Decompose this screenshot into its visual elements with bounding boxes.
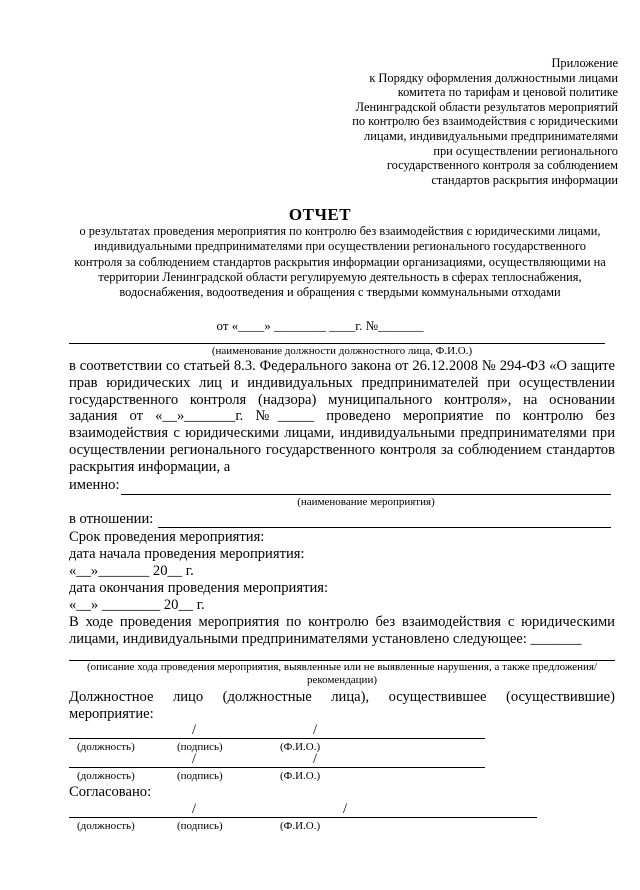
official-name-line [69,343,605,344]
regarding-label: в отношении: [69,511,154,527]
report-subtitle: о результатах проведения мероприятия по контролю без взаимодействия с юридическими лицами, индивидуальными предпринимателями при осуществлении регионального государственного контроля за соблюдением стандартов раскрытия информации организациями, осуществляющими на территории Ленинградской области регулируемую деятельность в сферах теплоснабжения, водоснабжения, водоотведения и обращения с твердыми коммунальными отходами [74,224,606,300]
official-caption: (наименование должности должностного лица, Ф.И.О.) [211,345,473,357]
end-date-label: дата окончания проведения мероприятия: [69,580,329,596]
start-date-field: «__»_______ 20__ г. [69,563,194,579]
separator-slash: / [192,722,197,738]
appendix-line: к Порядку оформления должностными лицами [369,70,618,85]
signature-caption: (подпись) [177,741,223,753]
name-caption: (Ф.И.О.) [280,770,321,782]
name-caption: (Ф.И.О.) [280,741,321,753]
appendix-line: лицами, индивидуальными предпринимателями [364,128,618,143]
appendix-line: при осуществлении регионального [433,143,618,158]
start-date-label: дата начала проведения мероприятия: [69,546,305,562]
report-dateline: от «____» ________ ____г. №_______ [216,318,424,333]
appendix-line: Ленинградской области результатов мероприятий [355,99,618,114]
report-title: ОТЧЕТ [288,205,352,224]
appendix-line: стандартов раскрытия информации [431,172,618,187]
position-caption: (должность) [77,770,135,782]
signature-line [69,817,537,818]
name-caption: (Ф.И.О.) [280,820,321,832]
event-name-line [121,494,611,495]
appendix-line: государственного контроля за соблюдением [386,158,618,173]
appendix-line: по контролю без взаимодействия с юридическими [352,114,618,129]
separator-slash: / [192,751,197,767]
period-label: Срок проведения мероприятия: [69,529,265,545]
regarding-line [158,527,611,528]
event-caption: (наименование мероприятия) [297,496,435,508]
appendix-header [298,56,618,187]
signature-line [69,767,485,768]
signature-line [69,738,485,739]
appendix-line: Приложение [551,56,618,70]
separator-slash: / [313,751,318,767]
end-date-field: «__» ________ 20__ г. [69,597,205,613]
separator-slash: / [313,722,318,738]
signature-caption: (подпись) [177,820,223,832]
official-paragraph: Должностное лицо (должностные лица), осуществившее (осуществившие) мероприятие: [69,689,615,722]
agreed-label: Согласовано: [69,784,152,800]
legal-basis-paragraph: в соответствии со статьей 8.3. Федерального закона от 26.12.2008 № 294-ФЗ «О защите прав юридических лиц и индивидуальных предпринимателей при осуществлении государственного контроля (надзора) муниципального контроля», на основании задания от «__»_______г. №_____ проведено мероприятие по контролю без взаимодействия с юридическими лицами, индивидуальными предпринимателями при осуществлении регионального государственного контроля за соблюдением стандартов раскрытия информации, а [69,358,615,475]
appendix-line: комитета по тарифам и ценовой политике [397,85,618,100]
namely-label: именно: [69,477,120,493]
findings-paragraph: В ходе проведения мероприятия по контролю без взаимодействия с юридическими лицами, индивидуальными предпринимателями установлено следующее: _______ [69,614,615,647]
signature-caption: (подпись) [177,770,223,782]
findings-caption: (описание хода проведения мероприятия, выявленные или не выявленные нарушения, а также предложения/рекомендации) [86,661,598,686]
position-caption: (должность) [77,741,135,753]
position-caption: (должность) [77,820,135,832]
separator-slash: / [343,801,348,817]
separator-slash: / [192,801,197,817]
